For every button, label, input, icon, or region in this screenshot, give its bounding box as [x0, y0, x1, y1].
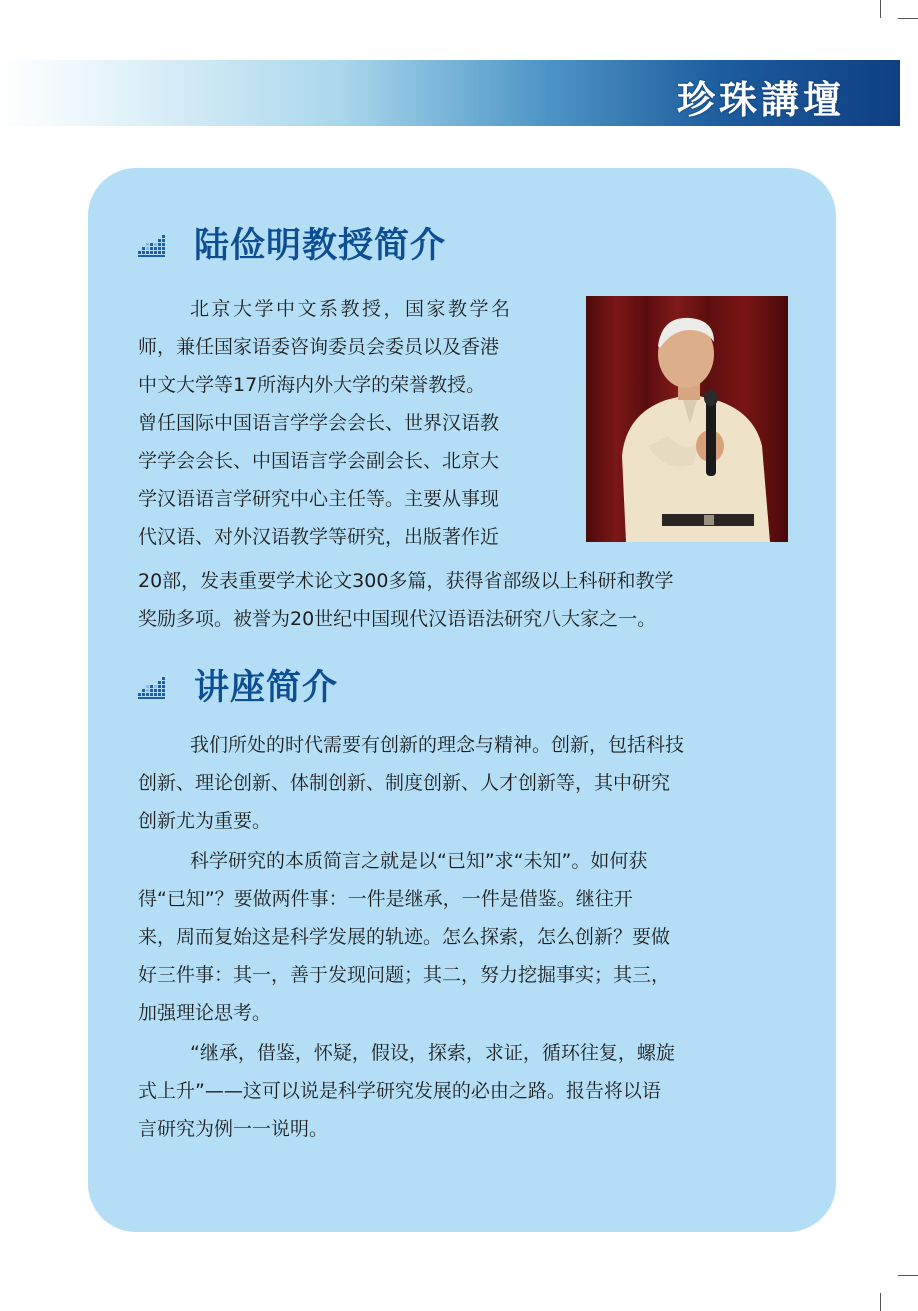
text-line: 科学研究的本质简言之就是以“已知”求“未知”。如何获	[190, 850, 648, 872]
text-line: 代汉语、对外汉语教学等研究，出版著作近	[138, 526, 500, 548]
text-line: 言研究为例一一说明。	[138, 1118, 329, 1140]
section-title-bio: 陆俭明教授简介	[194, 225, 447, 266]
text-line: 20部，发表重要学术论文300多篇，获得省部级以上科研和教学	[138, 570, 674, 592]
text-line: 得“已知”？要做两件事：一件是继承，一件是借鉴。继往开	[138, 888, 633, 910]
text-line: 来，周而复始这是科学发展的轨迹。怎么探索，怎么创新？要做	[138, 926, 671, 948]
text-line: 曾任国际中国语言学学会会长、世界汉语教	[138, 412, 500, 434]
text-line: 师，兼任国家语委咨询委员会委员以及香港	[138, 336, 500, 358]
pixel-grid-icon	[136, 675, 168, 701]
pixel-grid-icon	[136, 233, 168, 259]
section-heading-lecture	[136, 668, 338, 708]
text-line: 中文大学等17所海内外大学的荣誉教授。	[138, 374, 486, 396]
section-title-lecture: 讲座简介	[194, 667, 339, 708]
text-line: 学汉语语言学研究中心主任等。主要从事现	[138, 488, 500, 510]
section-heading-bio	[136, 226, 446, 266]
content-panel	[88, 168, 836, 1232]
text-line: 我们所处的时代需要有创新的理念与精神。创新，包括科技	[190, 734, 685, 756]
text-line: 奖励多项。被誉为20世纪中国现代汉语语法研究八大家之一。	[138, 608, 657, 630]
text-line: 北京大学中文系教授，国家教学名	[190, 298, 513, 320]
text-line: 加强理论思考。	[138, 1002, 272, 1024]
text-line: 好三件事：其一，善于发现问题；其二，努力挖掘事实；其三，	[138, 964, 671, 986]
crop-mark	[880, 0, 881, 18]
portrait-photo	[586, 296, 788, 542]
crop-mark	[898, 18, 918, 19]
text-line: 式上升”——这可以说是科学研究发展的必由之路。报告将以语	[138, 1080, 661, 1102]
text-line: 创新尤为重要。	[138, 810, 272, 832]
text-line: 创新、理论创新、体制创新、制度创新、人才创新等，其中研究	[138, 772, 671, 794]
text-line: “继承，借鉴，怀疑，假设，探索，求证，循环往复，螺旋	[190, 1042, 675, 1064]
text-line: 学学会会长、中国语言学会副会长、北京大	[138, 450, 500, 472]
header-banner	[0, 60, 900, 126]
crop-mark	[880, 1293, 881, 1311]
crop-mark	[898, 1275, 918, 1276]
banner-title: 珍珠講壇	[676, 77, 845, 122]
